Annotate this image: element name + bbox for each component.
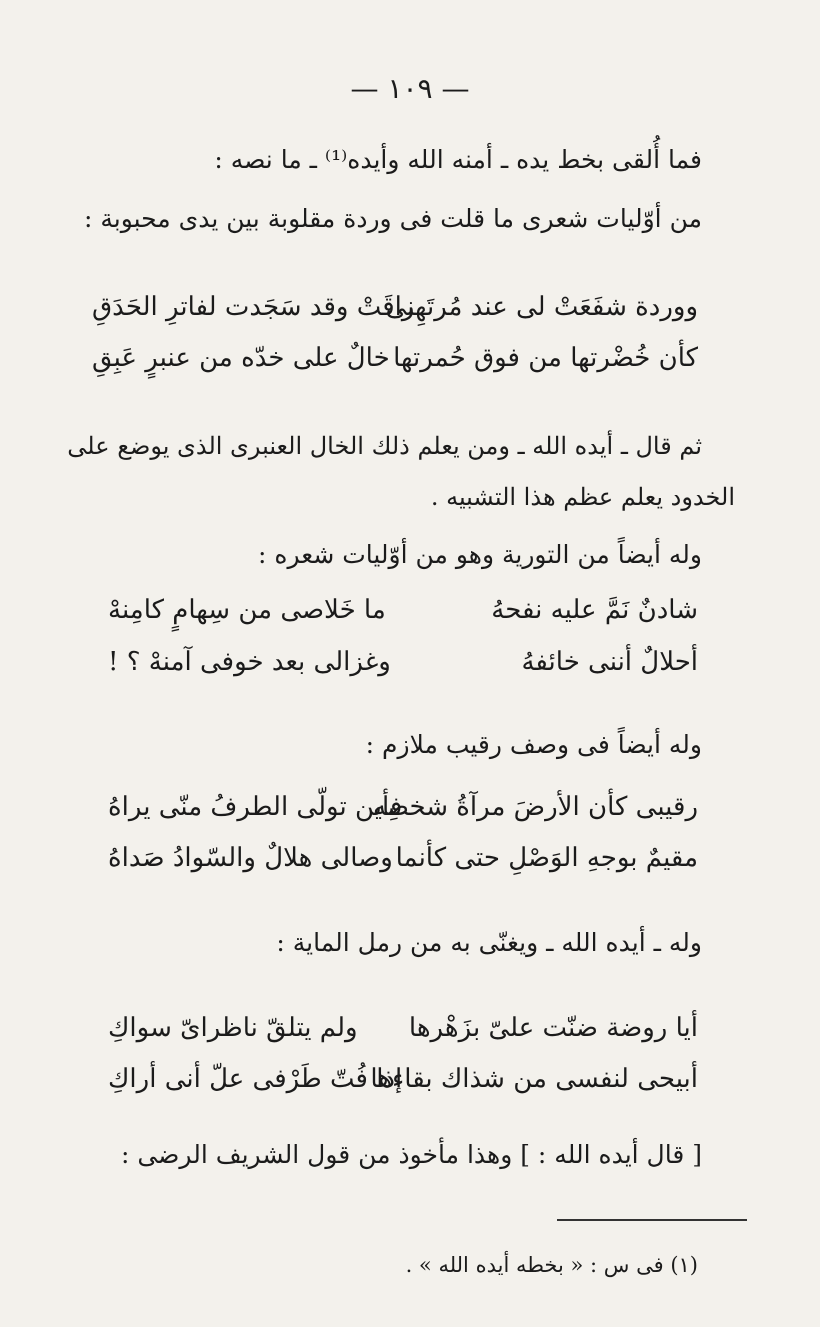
- intro-line: وله أيضاً فى وصف رقيب ملازم :: [365, 730, 702, 759]
- footnote: (١) فى س : « بخطه أيده الله » .: [405, 1253, 698, 1277]
- verse-hemistich: رقيبى كأن الأرضَ مرآةُ شخصِه: [372, 792, 698, 822]
- verse-hemistich: إذا فُتّ طَرْفى علّ أنى أراكِ: [108, 1064, 403, 1094]
- page-number: — ١٠٩ —: [350, 72, 470, 105]
- intro-line: [ قال أيده الله : ] وهذا مأخوذ من قول الشريف الرضى :: [120, 1140, 702, 1169]
- verse-hemistich: مقيمٌ بوجهِ الوَصْلِ حتى كأنما: [395, 843, 698, 873]
- verse-hemistich: خالٌ على خدّه من عنبرٍ عَبِقِ: [92, 343, 390, 373]
- intro-line: وله ـ أيده الله ـ ويغنّى به من رمل الماية :: [276, 928, 702, 957]
- verse-hemistich: ما خَلاصى من سِهامٍ كامِنهْ: [108, 595, 386, 625]
- verse-hemistich: ووردة شفَعَتْ لى عند مُرتَهِنى: [385, 292, 698, 322]
- verse-hemistich: راقَتْ وقد سَجَدت لفاترِ الحَدَقِ: [92, 292, 415, 322]
- intro-line: وله أيضاً من التورية وهو من أوّليات شعره :: [258, 540, 702, 569]
- verse-hemistich: أيا روضة ضنّت علىّ بزَهْرها: [408, 1013, 698, 1043]
- intro-line: فما أُلقى بخط يده ـ أمنه الله وأيده⁽¹⁾ ـ ما نصه :: [214, 145, 702, 174]
- verse-hemistich: وغزالى بعد خوفى آمنهْ ؟ !: [108, 647, 391, 677]
- commentary-line: ثم قال ـ أيده الله ـ ومن يعلم ذلك الخال العنبرى الذى يوضع على: [67, 432, 702, 460]
- verse-hemistich: أبيحى لنفسى من شذاك بقاءها: [370, 1064, 698, 1094]
- verse-hemistich: فأين تولّى الطرفُ منّى يراهُ: [108, 792, 403, 822]
- verse-hemistich: وصالى هلالٌ والسّوادُ صَداهُ: [108, 843, 393, 873]
- intro-line-2: من أوّليات شعرى ما قلت فى وردة مقلوبة بين يدى محبوبة :: [83, 204, 702, 233]
- verse-hemistich: شادنٌ نَمَّ عليه نفحهُ: [491, 595, 698, 625]
- verse-hemistich: كأن خُضْرتها من فوق حُمرتها: [393, 343, 698, 373]
- commentary-line: الخدود يعلم عظم هذا التشبيه .: [430, 483, 735, 511]
- verse-hemistich: أحلالٌ أننى خائفهُ: [521, 647, 698, 677]
- verse-hemistich: ولم يتلقّ ناظراىّ سواكِ: [108, 1013, 358, 1043]
- footnote-separator: [557, 1219, 747, 1221]
